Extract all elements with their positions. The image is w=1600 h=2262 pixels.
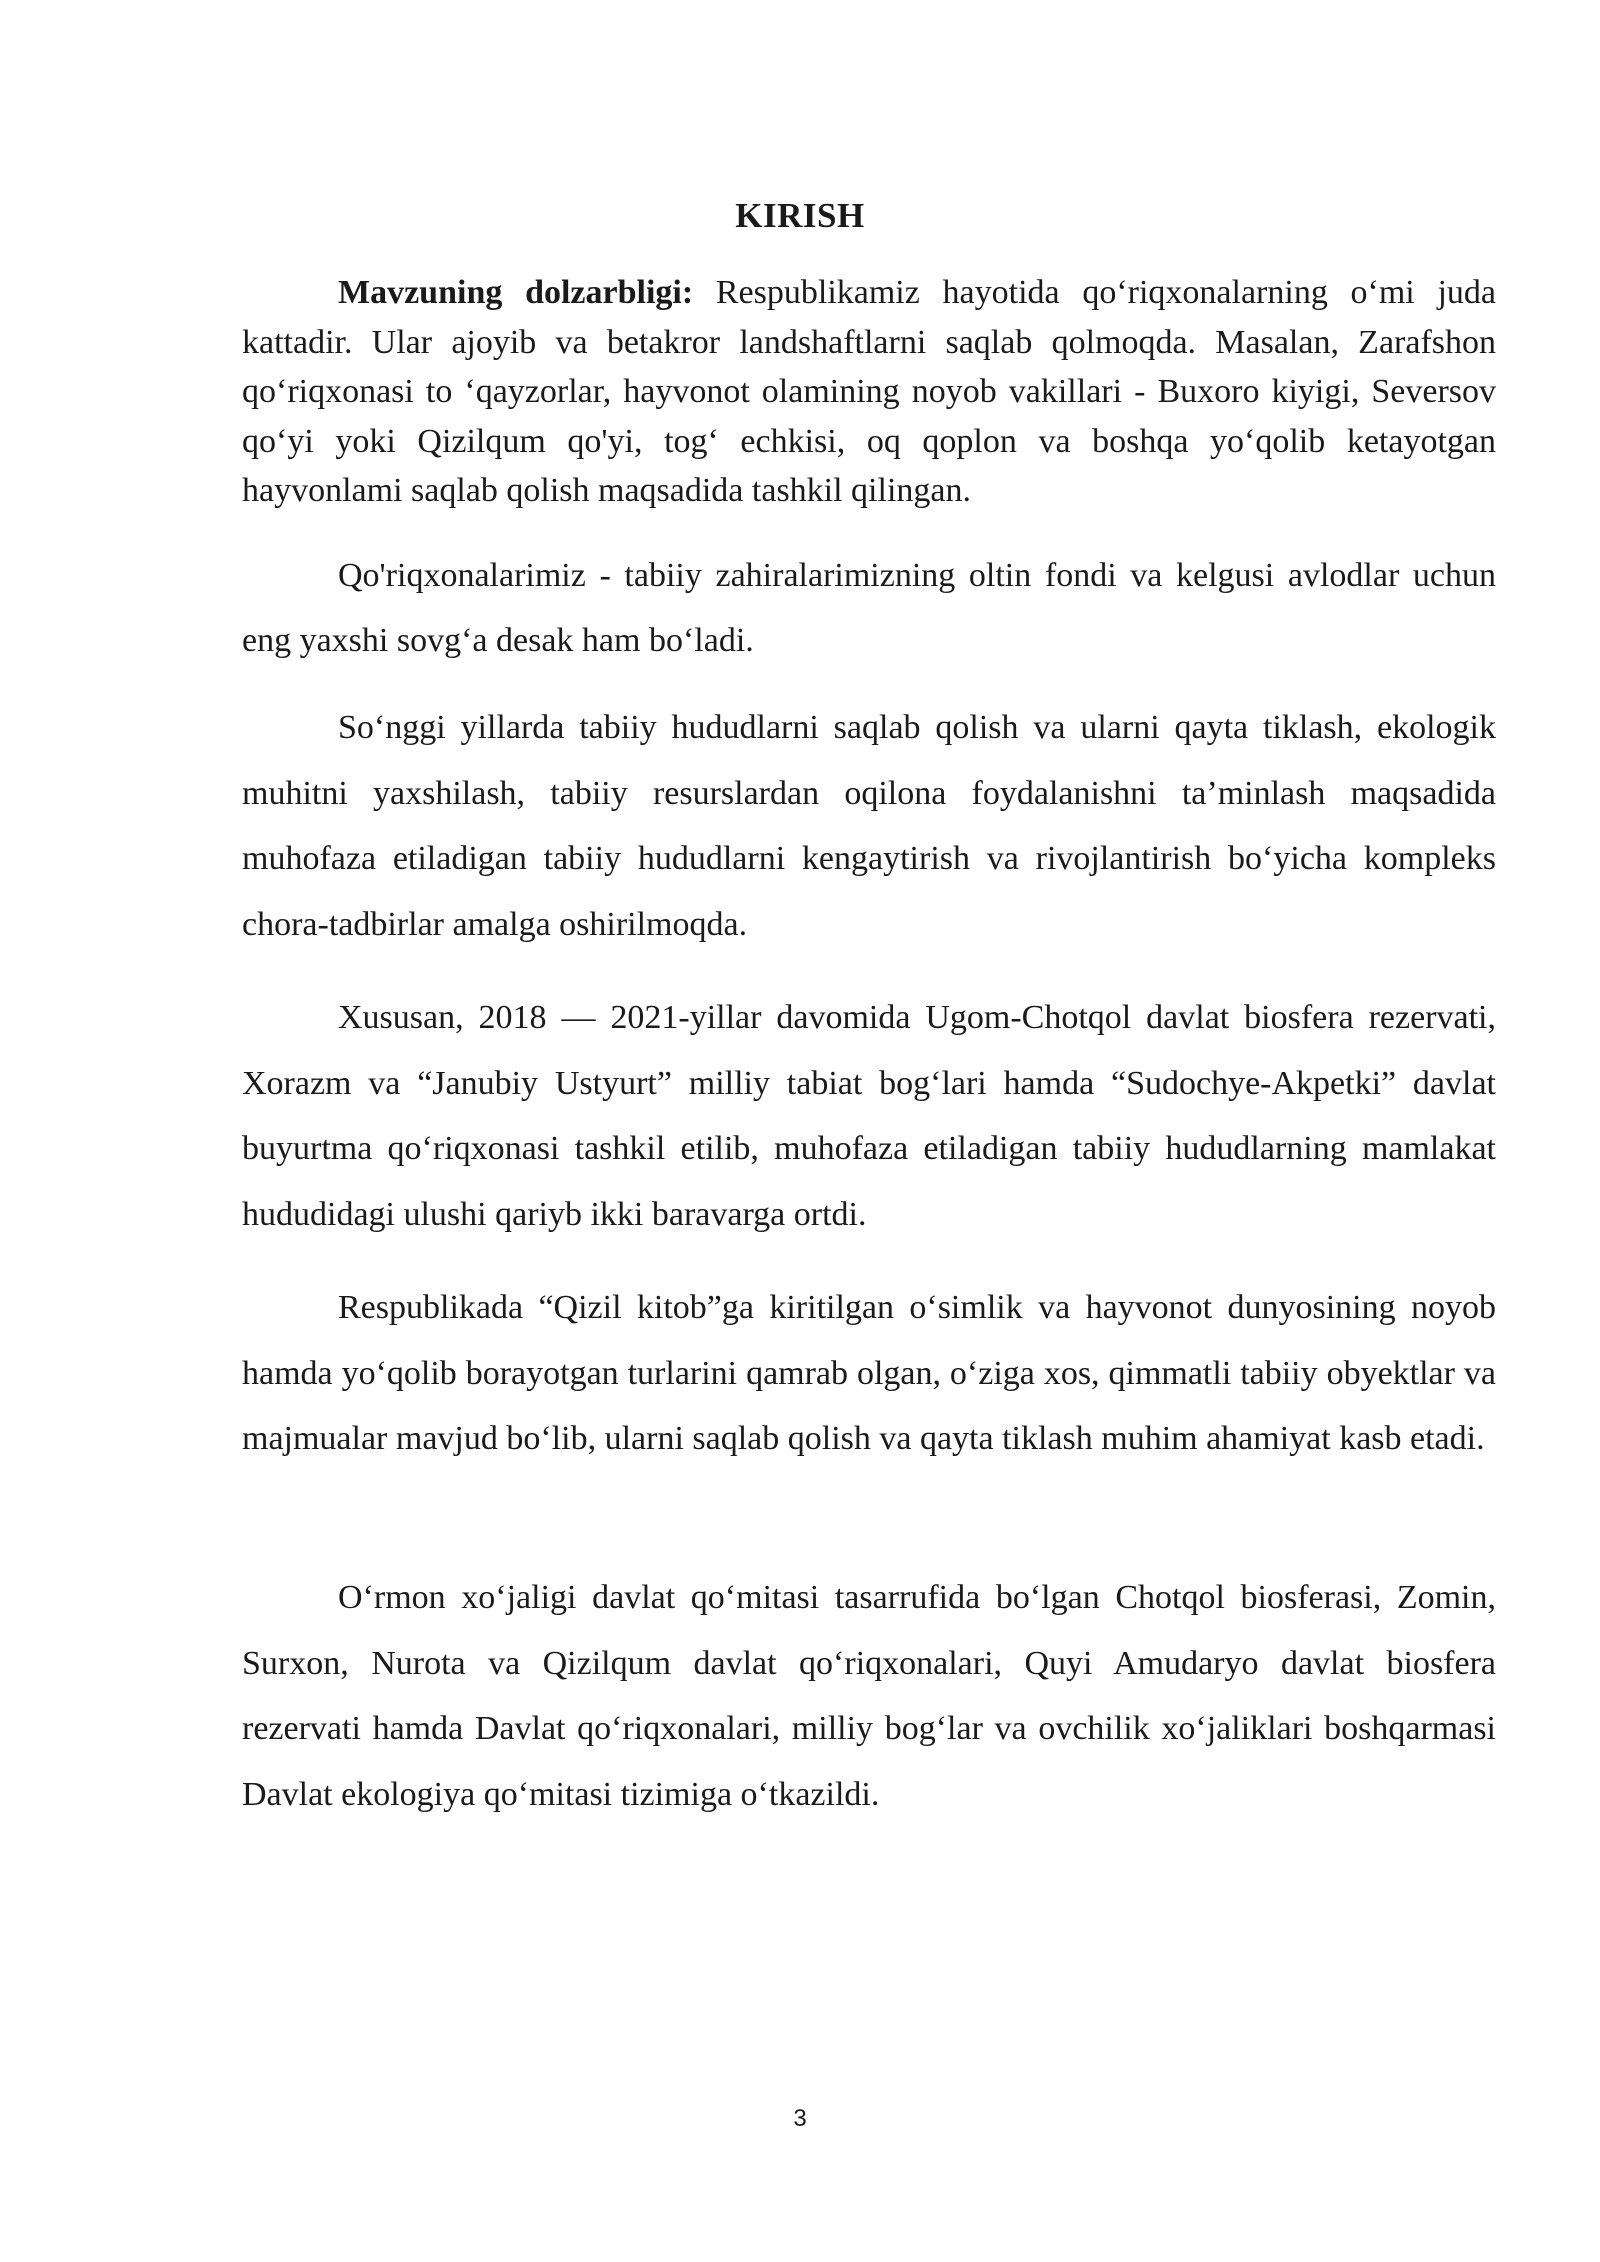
body-paragraph: So‘nggi yillarda tabiiy hududlarni saqlab qolish va ularni qayta tiklash, ekologik muhitni yaxshilash, tabiiy resurslardan oqilona foydalanishni ta’minlash maqsadida muhofaza etiladigan tabiiy hududlarni kengaytirish va rivojlantirish bo‘yicha kompleks chora-tadbirlar amalga oshirilmoqda. — [242, 709, 1496, 943]
body-paragraph: Respublikada “Qizil kitob”ga kiritilgan o‘simlik va hayvonot dunyosining noyob hamda yo‘qolib borayotgan turlarini qamrab olgan, o‘ziga xos, qimmatli tabiiy obyektlar va majmualar mavjud bo‘lib, ularni saqlab qolish va qayta tiklash muhim ahamiyat kasb etadi. — [242, 1289, 1496, 1457]
intro-lead: Mavzuning dolzarbligi: — [338, 274, 694, 311]
body-paragraph: Qo'riqxonalarimiz - tabiiy zahiralarimizning oltin fondi va kelgusi avlodlar uchun eng yaxshi sovg‘a desak ham bo‘ladi. — [242, 557, 1496, 659]
body-paragraph: O‘rmon xo‘jaligi davlat qo‘mitasi tasarrufida bo‘lgan Chotqol biosferasi, Zomin, Surxon, Nurota va Qizilqum davlat qo‘riqxonalari, Quyi Amudaryo davlat biosfera rezervati hamda Davlat qo‘riqxonalari, milliy bog‘lar va ovchilik xo‘jaliklari boshqarmasi Davlat ekologiya qo‘mitasi tizimiga o‘tkazildi. — [242, 1579, 1496, 1813]
intro-paragraph — [242, 268, 1496, 516]
section-heading: KIRISH — [735, 196, 865, 235]
body-paragraph: Xususan, 2018 — 2021-yillar davomida Ugom-Chotqol davlat biosfera rezervati, Xorazm va “Janubiy Ustyurt” milliy tabiat bog‘lari hamda “Sudochye-Akpetki” davlat buyurtma qo‘riqxonasi tashkil etilib, muhofaza etiladigan tabiiy hududlarning mamlakat hududidagi ulushi qariyb ikki baravarga ortdi. — [242, 999, 1496, 1233]
intro-text: Respublikamiz hayotida qo‘riqxonalarning o‘mi juda kattadir. Ular ajoyib va betakror landshaftlarni saqlab qolmoqda. Masalan, Zarafshon qo‘riqxonasi to ‘qayzorlar, hayvonot olamining noyob vakillari - Buxoro kiyigi, Seversov qo‘yi yoki Qizilqum qo'yi, tog‘ echkisi, oq qoplon va boshqa yo‘qolib ketayotgan hayvonlami saqlab qolish maqsadida tashkil qilingan. — [242, 274, 1496, 509]
page-number: 3 — [793, 2105, 807, 2132]
